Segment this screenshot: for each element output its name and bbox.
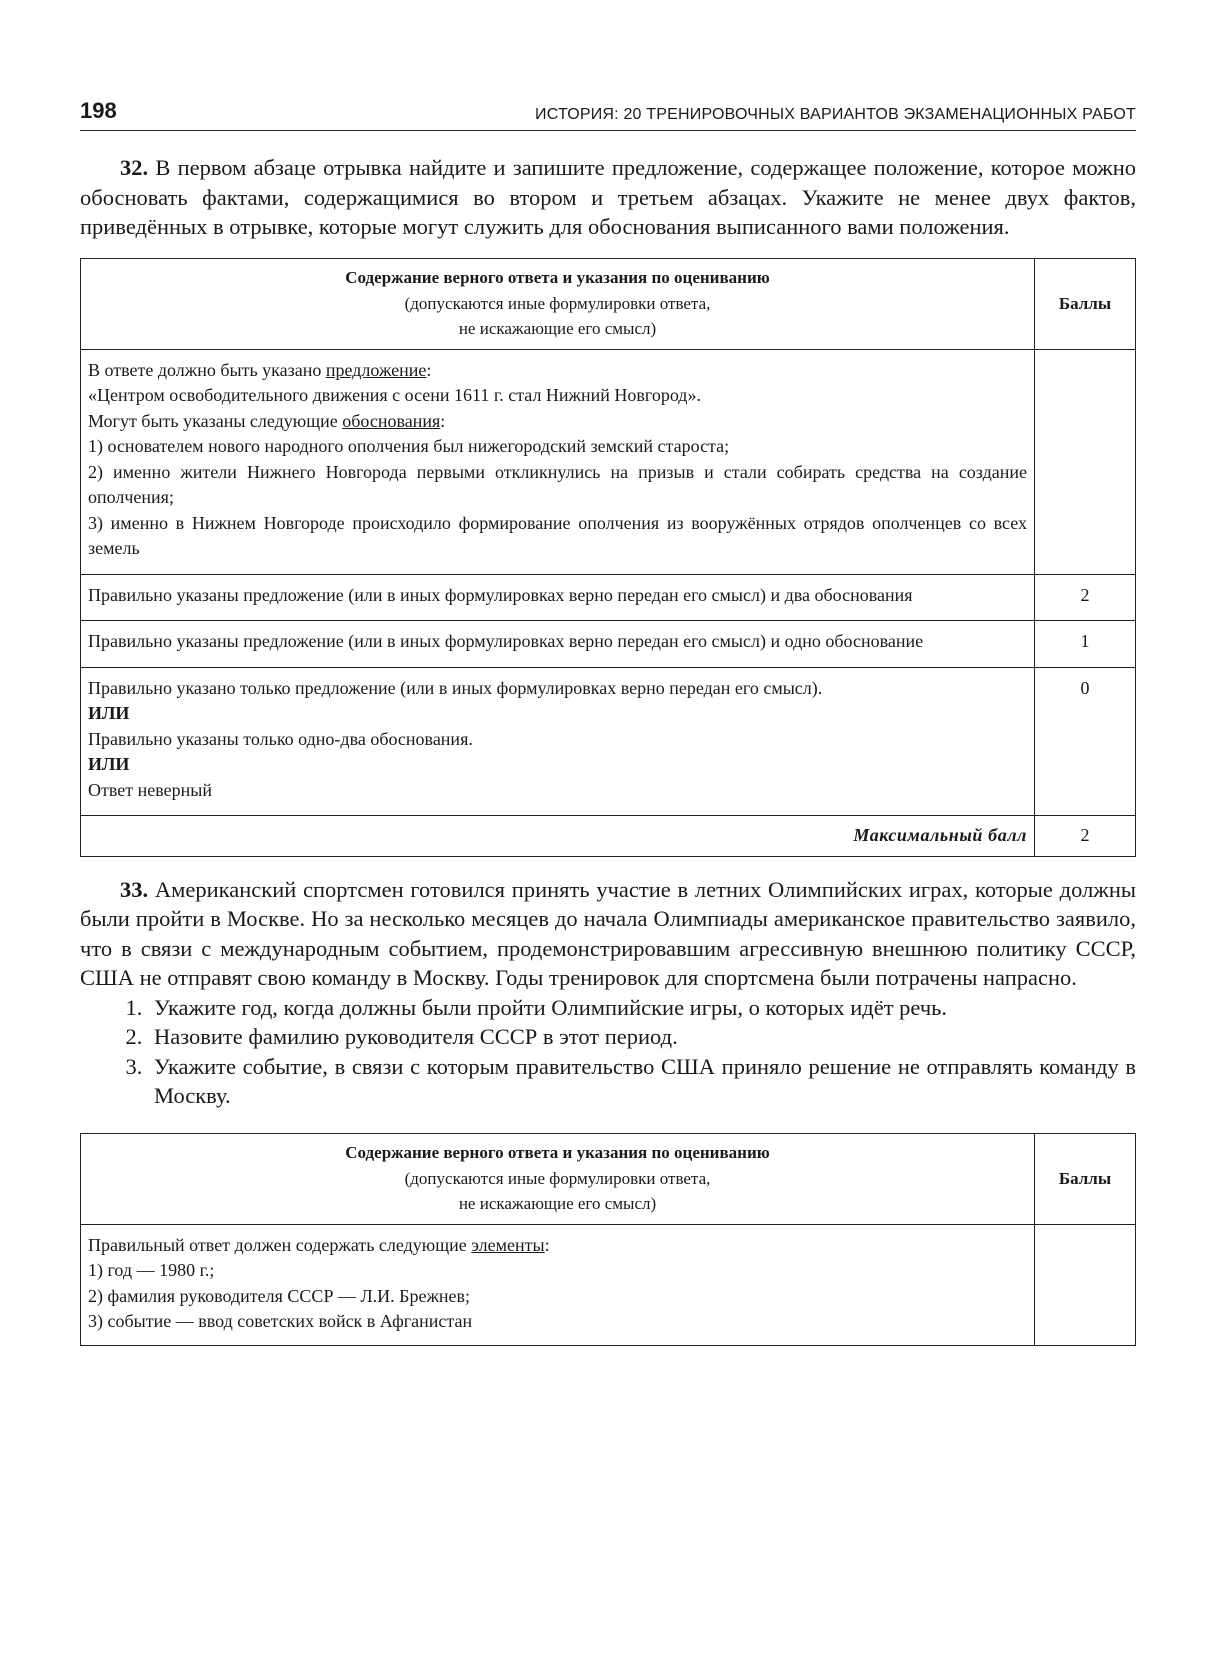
task-33-number: 33. [120, 876, 149, 902]
page-header [80, 84, 1136, 131]
criterion-line: Ответ неверный [88, 779, 212, 800]
task-32-grading-table [80, 258, 1136, 857]
answer-line: 1) основателем нового народного ополчения был нижегородский земский староста; [88, 436, 730, 456]
answer-line: 3) событие — ввод советских войск в Афганистан [88, 1311, 473, 1331]
task-32-number: 32. [120, 155, 149, 180]
criterion-text [81, 667, 1035, 816]
criteria-header-line2: (допускаются иные формулировки ответа, [404, 293, 711, 313]
task-33-text [80, 875, 1136, 993]
task-32-text [80, 153, 1136, 242]
criteria-header-line1: Содержание верного ответа и указания по оцениванию [345, 1143, 770, 1163]
points-cell: 1 [1035, 621, 1136, 668]
table-header-row [81, 1133, 1136, 1224]
page [80, 84, 1136, 1346]
criterion-line: Правильно указано только предложение (или в иных формулировках верно передан его смысл). [88, 677, 823, 698]
table-row [81, 574, 1136, 621]
answer-line: В ответе должно быть указано предложение: [88, 359, 432, 380]
running-title: ИСТОРИЯ: 20 ТРЕНИРОВОЧНЫХ ВАРИАНТОВ ЭКЗАМЕНАЦИОННЫХ РАБОТ [535, 106, 1136, 123]
criterion-text: Правильно указаны предложение (или в иных формулировках верно передан его смысл) и одно обоснование [81, 621, 1035, 668]
max-score-row [81, 816, 1136, 857]
criteria-header [81, 1133, 1035, 1224]
answer-line: Могут быть указаны следующие обоснования: [88, 410, 446, 431]
points-cell [1035, 1224, 1136, 1345]
criterion-line: Правильно указаны только одно-два обоснования. [88, 728, 473, 749]
table-row [81, 349, 1136, 574]
task-33-grading-table [80, 1133, 1136, 1346]
criteria-header [81, 258, 1035, 349]
points-cell: 2 [1035, 574, 1136, 621]
criteria-header-line3: не искажающие его смысл) [458, 319, 657, 339]
points-header: Баллы [1035, 1133, 1136, 1224]
answer-line: 3) именно в Нижнем Новгороде происходило формирование ополчения из вооружённых отрядов ополченцев со всех земель [88, 512, 1027, 558]
points-header: Баллы [1035, 258, 1136, 349]
criterion-text: Правильно указаны предложение (или в иных формулировках верно передан его смысл) и два обоснования [81, 574, 1035, 621]
or-separator: ИЛИ [88, 754, 130, 774]
task-32-body: В первом абзаце отрывка найдите и запишите предложение, содержащее положение, которое можно обосновать фактами, содержащимися во втором и третьем абзацах. Укажите не менее двух фактов, приведённых в отрывке, которые могут служить для обоснования выписанного вами положения. [80, 155, 1136, 239]
list-item: 3. Укажите событие, в связи с которым правительство США приняло решение не отправлять команду в Москву. [148, 1052, 1136, 1111]
answer-content [81, 1224, 1035, 1345]
table-row [81, 621, 1136, 668]
answer-line: Правильный ответ должен содержать следующие элементы: [88, 1234, 550, 1255]
table-row [81, 1224, 1136, 1345]
table-row [81, 667, 1136, 816]
max-score-label: Максимальный балл [81, 816, 1035, 857]
list-item: 2. Назовите фамилию руководителя СССР в этот период. [148, 1022, 1136, 1052]
answer-line: 2) фамилия руководителя СССР — Л.И. Брежнев; [88, 1285, 471, 1306]
criteria-header-line2: (допускаются иные формулировки ответа, [404, 1168, 711, 1188]
points-cell: 0 [1035, 667, 1136, 816]
table-header-row [81, 258, 1136, 349]
task-33-questions [80, 993, 1136, 1111]
criteria-header-line3: не искажающие его смысл) [458, 1194, 657, 1214]
answer-line: 1) год — 1980 г.; [88, 1260, 215, 1280]
answer-line: «Центром освободительного движения с осени 1611 г. стал Нижний Новгород». [88, 385, 701, 405]
points-cell [1035, 349, 1136, 574]
page-number: 198 [80, 98, 117, 123]
task-33-body: Американский спортсмен готовился принять участие в летних Олимпийских играх, которые должны были пройти в Москве. Но за несколько месяцев до начала Олимпиады американское правительство заявило, что в связи с международным событием, продемонстрировавшим агрессивную внешнюю политику СССР, США не отправят свою команду в Москву. Годы тренировок для спортсмена были потрачены напрасно. [80, 876, 1137, 990]
criteria-header-line1: Содержание верного ответа и указания по оцениванию [345, 268, 770, 288]
answer-content [81, 349, 1035, 574]
answer-line: 2) именно жители Нижнего Новгорода первыми откликнулись на призыв и стали собирать средства на создание ополчения; [88, 461, 1027, 507]
list-item: 1. Укажите год, когда должны были пройти Олимпийские игры, о которых идёт речь. [148, 993, 1136, 1023]
max-score-value: 2 [1035, 816, 1136, 857]
or-separator: ИЛИ [88, 703, 130, 723]
